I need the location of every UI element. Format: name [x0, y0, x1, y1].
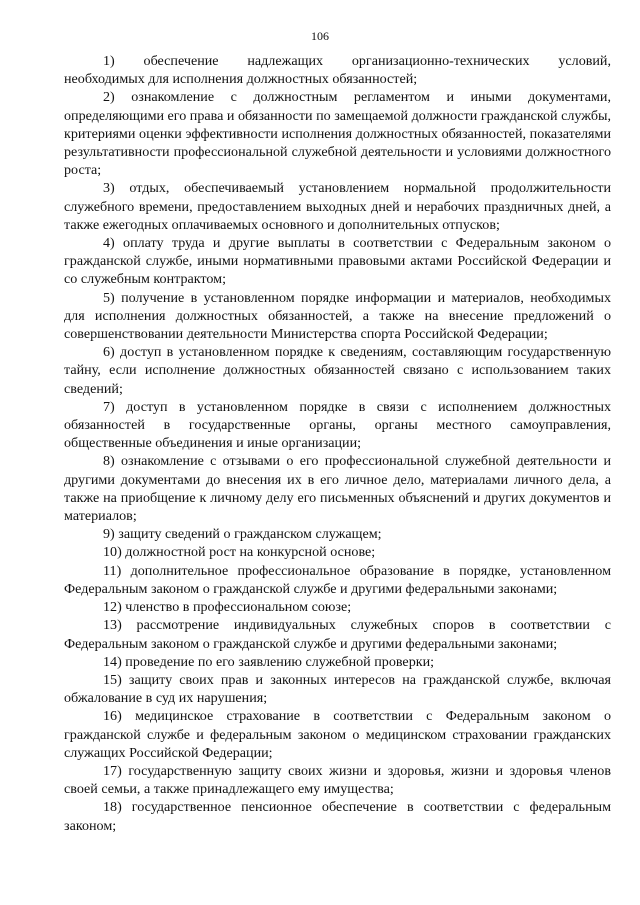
list-item-10: 10) должностной рост на конкурсной основе; — [103, 544, 376, 561]
list-item-16: 16) медицинское страхование в соответствии с Федеральным законом о гражданской службе и федеральным законом о медицинском страховании гражданских служащих Российской Федерации; — [64, 708, 611, 761]
list-item-18: 18) государственное пенсионное обеспечение в соответствии с федеральным законом; — [64, 799, 611, 834]
list-item-14: 14) проведение по его заявлению служебной проверки; — [103, 653, 435, 670]
list-item-17: 17) государственную защиту своих жизни и здоровья, жизни и здоровья членов своей семьи, а также принадлежащего ему имущества; — [64, 762, 611, 798]
list-item-13: 13) рассмотрение индивидуальных служебных споров в соответствии с Федеральным законом о гражданской службе и другими федеральными законами; — [64, 617, 611, 652]
document-body — [64, 52, 611, 835]
list-item-7: 7) доступ в установленном порядке в связи с исполнением должностных обязанностей в государственные органы, органы местного самоуправления, общественные объединения и иные организации; — [64, 398, 611, 452]
list-item-5: 5) получение в установленном порядке информации и материалов, необходимых для исполнения должностных обязанностей, а также на внесение предложений о совершенствовании деятельности Министерства спорта Российской Федерации; — [64, 289, 611, 343]
list-item-8: 8) ознакомление с отзывами о его профессиональной служебной деятельности и другими документами до внесения их в его личное дело, материалами личного дела, а также на приобщение к личному делу его письменных объяснений и других документов и материалов; — [64, 453, 611, 525]
list-item-9: 9) защиту сведений о гражданском служащем; — [103, 526, 382, 543]
list-item-2: 2) ознакомление с должностным регламентом и иными документами, определяющими его права и обязанности по замещаемой должности гражданской службы, критериями оценки эффективности исполнения должностных обязанностей, показателями результативности профессиональной служебной деятельности и условиями должностного роста; — [64, 89, 611, 179]
page-number: 106 — [311, 29, 329, 43]
list-item-6: 6) доступ в установленном порядке к сведениям, составляющим государственную тайну, если исполнение должностных обязанностей связано с использованием таких сведений; — [64, 344, 611, 397]
list-item-1: 1) обеспечение надлежащих организационно-технических условий, необходимых для исполнения должностных обязанностей; — [64, 53, 611, 88]
list-item-3: 3) отдых, обеспечиваемый установлением нормальной продолжительности служебного времени, предоставлением выходных дней и нерабочих праздничных дней, а также ежегодных оплачиваемых основного и дополнительных отпусков; — [64, 180, 611, 233]
list-item-12: 12) членство в профессиональном союзе; — [103, 599, 352, 616]
list-item-15: 15) защиту своих прав и законных интересов на гражданской службе, включая обжалование в суд их нарушения; — [64, 671, 611, 707]
list-item-11: 11) дополнительное профессиональное образование в порядке, установленном Федеральным законом о гражданской службе и другими федеральными законами; — [64, 562, 611, 597]
list-item-4: 4) оплату труда и другие выплаты в соответствии с Федеральным законом о гражданской службе, иными нормативными правовыми актами Российской Федерации и со служебным контрактом; — [64, 235, 611, 288]
